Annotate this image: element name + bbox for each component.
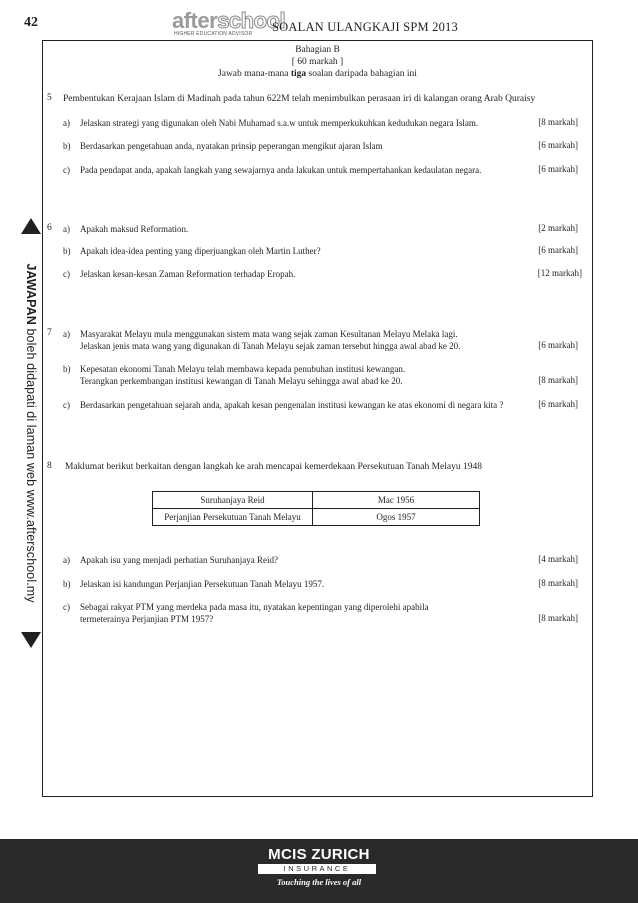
part-letter: c): [63, 165, 70, 175]
part-letter: a): [63, 224, 70, 234]
table-cell: Ogos 1957: [313, 509, 480, 526]
question-number: 8: [47, 461, 52, 471]
part-text: Jelaskan isi kandungan Perjanjian Persekutuan Tanah Melayu 1957.: [80, 579, 325, 589]
page-number: 42: [24, 15, 38, 30]
part-letter: a): [63, 555, 70, 565]
part-text: Jelaskan kesan-kesan Zaman Reformation terhadap Eropah.: [80, 269, 296, 279]
question-number: 5: [47, 93, 52, 103]
info-table: [152, 491, 480, 526]
part-text: Apakah idea-idea penting yang diperjuangkan oleh Martin Luther?: [80, 246, 321, 256]
logo-word-after: after: [172, 8, 218, 33]
footer-subbrand: INSURANCE: [283, 864, 351, 873]
question-number: 7: [47, 328, 52, 338]
part-letter: b): [63, 364, 71, 374]
section-marks: [ 60 markah ]: [291, 57, 344, 67]
part-letter: b): [63, 246, 71, 256]
part-marks: [6 markah]: [538, 399, 578, 409]
part-text: Jelaskan strategi yang digunakan oleh Nabi Muhamad s.a.w untuk memperkukuhkan kedudukan negara Islam.: [80, 118, 479, 128]
table-cell: Perjanjian Persekutuan Tanah Melayu: [153, 509, 313, 526]
logo-word-school: school: [217, 8, 286, 33]
part-letter: a): [63, 329, 70, 339]
side-banner: [21, 218, 41, 648]
section-instruction: [42, 69, 593, 79]
footer-banner: [0, 839, 638, 903]
part-letter: b): [63, 579, 71, 589]
part-marks: [8 markah]: [538, 613, 578, 623]
part-marks: [6 markah]: [538, 140, 578, 150]
arrow-down-icon: [21, 632, 41, 648]
part-marks: [8 markah]: [538, 117, 578, 127]
question-stem: Maklumat berikut berkaitan dengan langkah ke arah mencapai kemerdekaan Persekutuan Tanah Melayu 1948: [65, 462, 483, 472]
part-letter: b): [63, 141, 71, 151]
part-text-line-2: Terangkan perkembangan institusi kewangan di Tanah Melayu sehingga awal abad ke 20.: [80, 376, 403, 386]
part-letter: c): [63, 269, 70, 279]
part-marks: [12 markah]: [537, 268, 582, 278]
table-cell: Mac 1956: [313, 492, 480, 509]
section-title: Bahagian B: [295, 45, 340, 55]
footer-brand: MCIS ZURICH: [268, 846, 370, 863]
table-cell: Suruhanjaya Reid: [153, 492, 313, 509]
content-frame: [42, 40, 593, 797]
part-marks: [6 markah]: [538, 340, 578, 350]
part-text-line-2: Jelaskan jenis mata wang yang digunakan di Tanah Melayu sejak zaman tersebut hingga awal abad ke 20.: [80, 341, 461, 351]
part-text: Masyarakat Melayu mula menggunakan sistem mata wang sejak zaman Kesultanan Melayu Melaka lagi.: [80, 329, 458, 339]
arrow-up-icon: [21, 218, 41, 234]
instruction-text-after: soalan daripada bahagian ini: [306, 69, 417, 79]
footer-sub-box: [258, 864, 376, 874]
part-text: Sebagai rakyat PTM yang merdeka pada masa itu, nyatakan kepentingan yang diperolehi apabila: [80, 602, 429, 612]
part-marks: [4 markah]: [538, 554, 578, 564]
table-row: [153, 492, 480, 509]
side-banner-rest: boleh didapati di laman web www.afterschool.my: [24, 324, 38, 603]
logo-tagline: HIGHER EDUCATION ADVISOR: [174, 31, 253, 37]
header-title: SOALAN ULANGKAJI SPM 2013: [272, 20, 458, 34]
part-text: Kepesatan ekonomi Tanah Melayu telah membawa kepada penubuhan institusi kewangan.: [80, 364, 406, 374]
part-marks: [8 markah]: [538, 578, 578, 588]
instruction-bold-word: tiga: [290, 69, 307, 79]
logo-wordmark: [172, 10, 285, 32]
part-letter: c): [63, 400, 70, 410]
part-marks: [6 markah]: [538, 245, 578, 255]
part-letter: a): [63, 118, 70, 128]
side-banner-bold: JAWAPAN: [24, 263, 38, 325]
part-text: Apakah isu yang menjadi perhatian Suruhanjaya Reid?: [80, 555, 278, 565]
question-number: 6: [47, 223, 52, 233]
part-marks: [2 markah]: [538, 223, 578, 233]
part-letter: c): [63, 602, 70, 612]
part-marks: [8 markah]: [538, 375, 578, 385]
footer-tagline: Touching the lives of all: [276, 877, 362, 887]
part-text: Pada pendapat anda, apakah langkah yang sewajarnya anda lakukan untuk mempertahankan kedaulatan negara.: [80, 165, 482, 175]
afterschool-logo: [172, 8, 286, 40]
side-banner-text: [24, 263, 38, 602]
part-text: Berdasarkan pengetahuan sejarah anda, apakah kesan pengenalan institusi kewangan ke atas ekonomi di negara kita ?: [80, 400, 504, 410]
part-text: Apakah maksud Reformation.: [80, 224, 189, 234]
side-banner-text-wrap: [21, 240, 41, 626]
question-stem: Pembentukan Kerajaan Islam di Madinah pada tahun 622M telah menimbulkan perasaan iri di kalangan orang Arab Quraisy: [63, 94, 536, 104]
instruction-text-before: Jawab mana-mana: [218, 69, 291, 79]
part-text: Berdasarkan pengetahuan anda, nyatakan prinsip peperangan mengikut ajaran Islam: [80, 141, 383, 151]
table-row: [153, 509, 480, 526]
part-marks: [6 markah]: [538, 164, 578, 174]
part-text-line-2: termeterainya Perjanjian PTM 1957?: [80, 614, 214, 624]
